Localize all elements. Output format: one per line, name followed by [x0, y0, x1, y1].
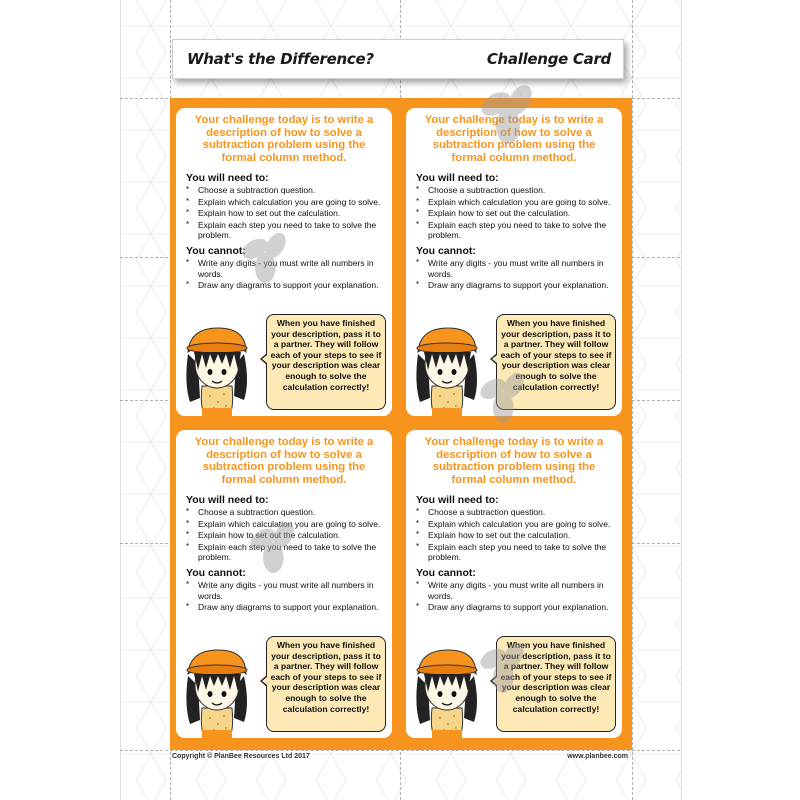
list-item	[414, 280, 614, 291]
speech-bubble-tail	[490, 353, 497, 365]
list-item-text: Draw any diagrams to support your explanation.	[428, 280, 609, 291]
card-type-label: Challenge Card	[486, 50, 611, 68]
cannot-title: You cannot:	[186, 566, 246, 579]
list-item	[414, 208, 614, 219]
list-item-text: Write any digits - you must write all numbers in words.	[428, 579, 604, 601]
star-bullet-icon: *	[416, 280, 420, 290]
star-bullet-icon: *	[186, 185, 190, 194]
star-bullet-icon: *	[186, 541, 190, 551]
card-heading: Your challenge today is to write a description of how to solve a subtraction problem using the formal column method.	[424, 436, 604, 486]
list-item-text: Explain each step you need to take to solve the problem.	[198, 219, 377, 241]
list-item	[184, 185, 384, 196]
list-item-text: Draw any diagrams to support your explanation.	[198, 280, 379, 291]
list-item-text: Explain which calculation you are going to solve.	[198, 196, 381, 207]
list-item	[414, 519, 614, 530]
list-item-text: Explain which calculation you are going to solve.	[428, 196, 611, 207]
speech-bubble-text: When you have finished your description, pass it to a partner. They will follow each of your steps to see if your description was clear enough to solve the calculation correctly!	[500, 318, 612, 392]
worksheet-title: What's the Difference?	[187, 50, 374, 68]
list-item-text: Choose a subtraction question.	[198, 185, 316, 195]
list-item-text: Explain each step you need to take to solve the problem.	[428, 219, 607, 241]
list-item-text: Explain how to set out the calculation.	[198, 208, 341, 219]
cannot-list	[184, 258, 384, 291]
cannot-list	[414, 580, 614, 613]
challenge-card	[406, 430, 622, 738]
character-illustration	[178, 324, 256, 416]
challenge-card-sheet	[170, 98, 632, 750]
need-title: You will need to:	[416, 494, 499, 506]
list-item	[184, 542, 384, 563]
list-item	[184, 507, 384, 518]
list-item	[414, 185, 614, 196]
star-bullet-icon: *	[416, 602, 420, 612]
character-illustration	[408, 324, 486, 416]
speech-bubble-text: When you have finished your description, pass it to a partner. They will follow each of your steps to see if your description was clear enough to solve the calculation correctly!	[500, 640, 612, 714]
list-item	[414, 602, 614, 613]
list-item	[184, 580, 384, 601]
list-item	[414, 197, 614, 208]
challenge-card	[406, 108, 622, 416]
star-bullet-icon: *	[416, 208, 420, 218]
star-bullet-icon: *	[186, 219, 190, 229]
character-illustration	[178, 646, 256, 738]
star-bullet-icon: *	[186, 518, 190, 528]
page-footer	[172, 753, 628, 760]
cannot-list	[414, 258, 614, 291]
need-list	[184, 507, 384, 563]
star-bullet-icon: *	[416, 579, 420, 589]
list-item	[184, 220, 384, 241]
list-item	[184, 258, 384, 279]
list-item-text: Explain each step you need to take to solve the problem.	[198, 541, 377, 563]
cannot-list	[184, 580, 384, 613]
star-bullet-icon: *	[186, 579, 190, 589]
list-item	[414, 258, 614, 279]
list-item-text: Choose a subtraction question.	[198, 507, 316, 517]
list-item	[414, 530, 614, 541]
star-bullet-icon: *	[416, 541, 420, 551]
speech-bubble	[496, 636, 616, 732]
list-item-text: Explain each step you need to take to solve the problem.	[428, 541, 607, 563]
need-list	[414, 507, 614, 563]
need-list	[414, 185, 614, 241]
cannot-title: You cannot:	[416, 566, 476, 579]
need-title: You will need to:	[416, 172, 499, 184]
list-item-text: Choose a subtraction question.	[428, 185, 546, 195]
star-bullet-icon: *	[186, 196, 190, 206]
speech-bubble-tail	[490, 675, 497, 687]
page-header	[172, 39, 624, 79]
star-bullet-icon: *	[416, 185, 420, 194]
list-item	[184, 197, 384, 208]
speech-bubble-tail	[260, 675, 267, 687]
challenge-card	[176, 108, 392, 416]
star-bullet-icon: *	[416, 257, 420, 267]
cannot-title: You cannot:	[416, 244, 476, 257]
star-bullet-icon: *	[186, 530, 190, 540]
speech-bubble	[266, 636, 386, 732]
list-item-text: Write any digits - you must write all numbers in words.	[428, 257, 604, 279]
list-item-text: Draw any diagrams to support your explanation.	[428, 602, 609, 613]
star-bullet-icon: *	[186, 507, 190, 516]
star-bullet-icon: *	[416, 196, 420, 206]
copyright-text: Copyright © PlanBee Resources Ltd 2017	[172, 753, 310, 760]
list-item	[184, 519, 384, 530]
list-item-text: Explain which calculation you are going to solve.	[198, 518, 381, 529]
cut-line	[632, 0, 633, 800]
list-item	[414, 220, 614, 241]
list-item-text: Draw any diagrams to support your explanation.	[198, 602, 379, 613]
list-item-text: Write any digits - you must write all numbers in words.	[198, 579, 374, 601]
list-item-text: Write any digits - you must write all numbers in words.	[198, 257, 374, 279]
speech-bubble-tail	[260, 353, 267, 365]
list-item-text: Explain how to set out the calculation.	[428, 530, 571, 541]
list-item	[184, 602, 384, 613]
card-heading: Your challenge today is to write a description of how to solve a subtraction problem using the formal column method.	[424, 114, 604, 164]
speech-bubble-text: When you have finished your description, pass it to a partner. They will follow each of your steps to see if your description was clear enough to solve the calculation correctly!	[270, 640, 382, 714]
list-item-text: Choose a subtraction question.	[428, 507, 546, 517]
cannot-title: You cannot:	[186, 244, 246, 257]
list-item-text: Explain which calculation you are going to solve.	[428, 518, 611, 529]
list-item	[414, 507, 614, 518]
need-list	[184, 185, 384, 241]
character-illustration	[408, 646, 486, 738]
list-item-text: Explain how to set out the calculation.	[198, 530, 341, 541]
star-bullet-icon: *	[186, 257, 190, 267]
list-item-text: Explain how to set out the calculation.	[428, 208, 571, 219]
card-heading: Your challenge today is to write a description of how to solve a subtraction problem using the formal column method.	[194, 114, 374, 164]
star-bullet-icon: *	[186, 602, 190, 612]
list-item	[184, 280, 384, 291]
star-bullet-icon: *	[186, 208, 190, 218]
star-bullet-icon: *	[416, 530, 420, 540]
list-item	[184, 208, 384, 219]
list-item	[414, 542, 614, 563]
speech-bubble-text: When you have finished your description, pass it to a partner. They will follow each of your steps to see if your description was clear enough to solve the calculation correctly!	[270, 318, 382, 392]
speech-bubble	[266, 314, 386, 410]
star-bullet-icon: *	[186, 280, 190, 290]
list-item	[184, 530, 384, 541]
star-bullet-icon: *	[416, 518, 420, 528]
list-item	[414, 580, 614, 601]
star-bullet-icon: *	[416, 219, 420, 229]
need-title: You will need to:	[186, 494, 269, 506]
star-bullet-icon: *	[416, 507, 420, 516]
need-title: You will need to:	[186, 172, 269, 184]
website-link: www.planbee.com	[567, 753, 628, 760]
challenge-card	[176, 430, 392, 738]
speech-bubble	[496, 314, 616, 410]
card-heading: Your challenge today is to write a description of how to solve a subtraction problem using the formal column method.	[194, 436, 374, 486]
